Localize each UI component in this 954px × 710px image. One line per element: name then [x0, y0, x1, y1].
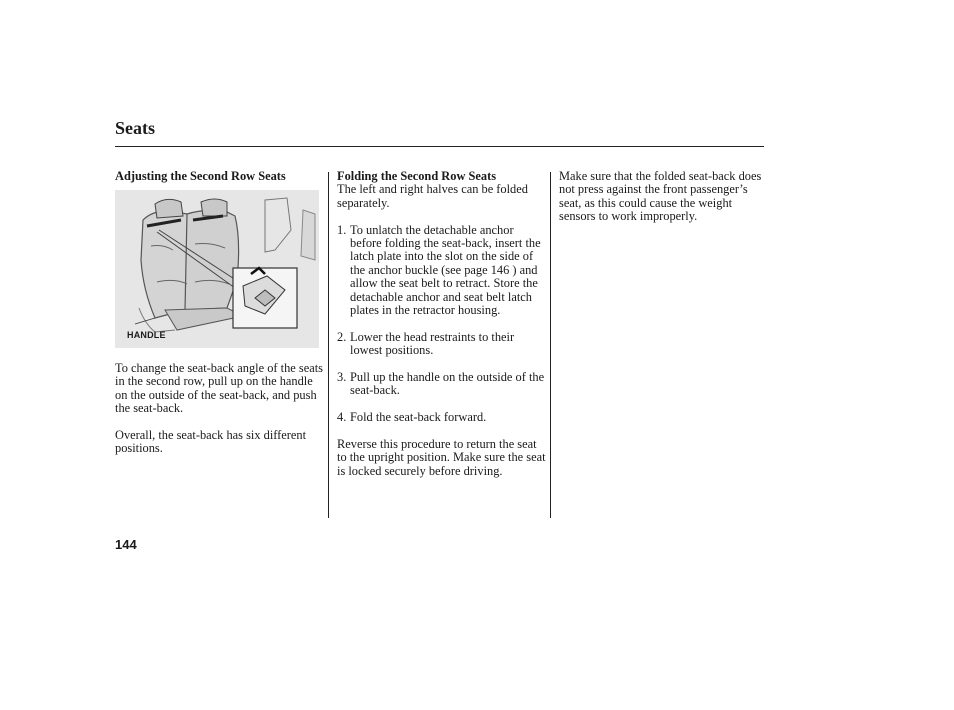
step-number: 4.	[337, 410, 347, 425]
column-adjusting	[115, 170, 325, 456]
section-heading-folding: Folding the Second Row Seats	[337, 169, 497, 183]
column-folding	[337, 170, 547, 478]
handle-callout-label: HANDLE	[127, 330, 166, 340]
section-heading-adjusting: Adjusting the Second Row Seats	[115, 169, 286, 183]
folding-intro: The left and right halves can be folded separately.	[337, 182, 528, 210]
folding-step	[337, 331, 547, 358]
folding-steps-list	[337, 224, 547, 425]
page-number: 144	[115, 537, 137, 552]
folding-step	[337, 371, 547, 398]
column-divider-2	[550, 172, 551, 518]
folding-step	[337, 411, 547, 424]
adjusting-paragraph-1: To change the seat-back angle of the seats in the second row, pull up on the handle on the outside of the seat-back, and push the seat-back.	[115, 360, 323, 416]
seat-handle-illustration	[115, 190, 319, 348]
page-title: Seats	[115, 118, 155, 138]
step-text: Fold the seat-back forward.	[350, 410, 487, 425]
step-text: Lower the head restraints to their lowest positions.	[350, 329, 515, 358]
title-rule	[115, 146, 764, 147]
column-caution	[559, 170, 764, 224]
seat-illustration	[115, 190, 319, 348]
column-divider-1	[328, 172, 329, 518]
folding-outro: Reverse this procedure to return the seat to the upright position. Make sure the seat is locked securely before driving.	[337, 437, 546, 478]
step-number: 3.	[337, 370, 347, 385]
step-number: 1.	[337, 222, 347, 237]
adjusting-paragraph-2: Overall, the seat-back has six different positions.	[115, 427, 307, 456]
step-text: Pull up the handle on the outside of the seat-back.	[350, 370, 545, 398]
step-text: To unlatch the detachable anchor before folding the seat-back, insert the latch plate into the slot on the side of the anchor buckle (see page 146 ) and allow the seat belt to retract. Store the detachable anchor and seat belt latch plates in the retractor housing.	[350, 222, 541, 318]
step-number: 2.	[337, 329, 347, 344]
folding-step	[337, 224, 547, 318]
caution-paragraph: Make sure that the folded seat-back does not press against the front passenger’s seat, as this could cause the weight sensors to work improperly.	[559, 169, 762, 224]
